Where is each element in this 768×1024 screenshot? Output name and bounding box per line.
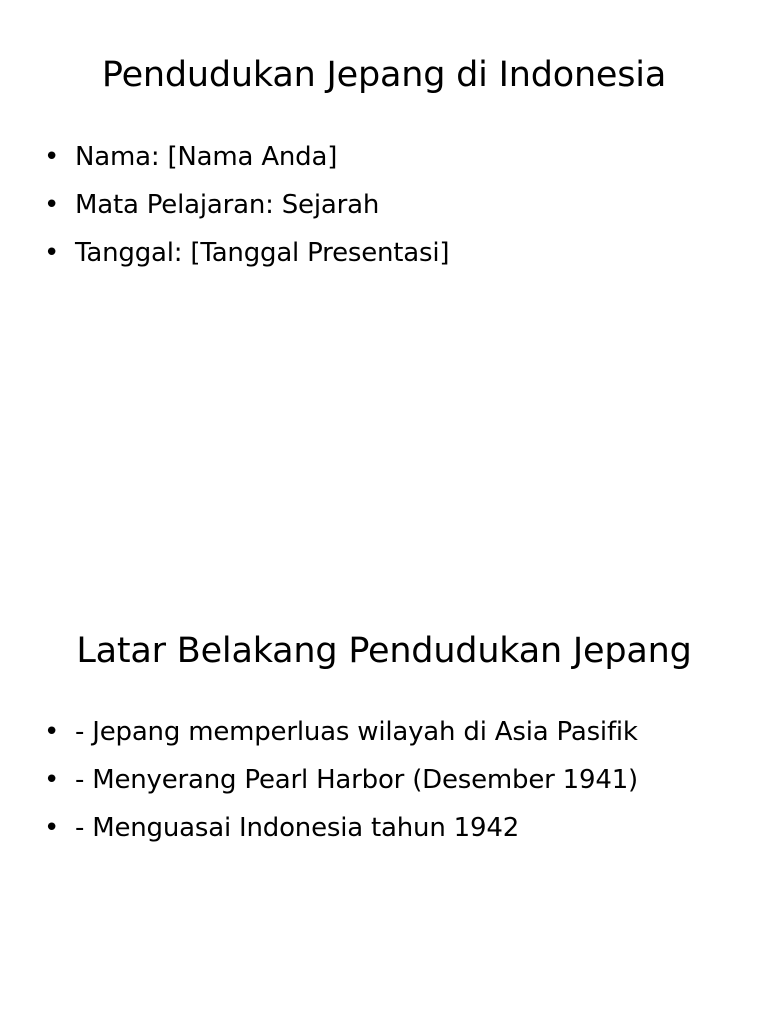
bullet-list — [44, 716, 638, 860]
bullet-marker: • — [44, 142, 60, 172]
slide-title: Latar Belakang Pendudukan Jepang — [76, 631, 692, 671]
bullet-marker: • — [44, 765, 60, 795]
slide-title: Pendudukan Jepang di Indonesia — [101, 55, 667, 95]
bullet-text: Mata Pelajaran: Sejarah — [75, 190, 380, 220]
bullet-marker: • — [44, 190, 60, 220]
bullet-text: - Menguasai Indonesia tahun 1942 — [75, 813, 520, 843]
bullet-item — [44, 716, 638, 764]
bullet-list — [44, 141, 449, 285]
bullet-text: - Menyerang Pearl Harbor (Desember 1941) — [75, 765, 638, 795]
bullet-marker: • — [44, 238, 60, 268]
bullet-marker: • — [44, 717, 60, 747]
bullet-text: Nama: [Nama Anda] — [75, 142, 338, 172]
bullet-text: Tanggal: [Tanggal Presentasi] — [75, 238, 450, 268]
bullet-text: - Jepang memperluas wilayah di Asia Pasifik — [75, 717, 638, 747]
bullet-item — [44, 764, 638, 812]
bullet-item — [44, 812, 638, 860]
bullet-item — [44, 141, 449, 189]
slide-2 — [0, 576, 768, 1024]
bullet-item — [44, 189, 449, 237]
bullet-marker: • — [44, 813, 60, 843]
bullet-item — [44, 237, 449, 285]
